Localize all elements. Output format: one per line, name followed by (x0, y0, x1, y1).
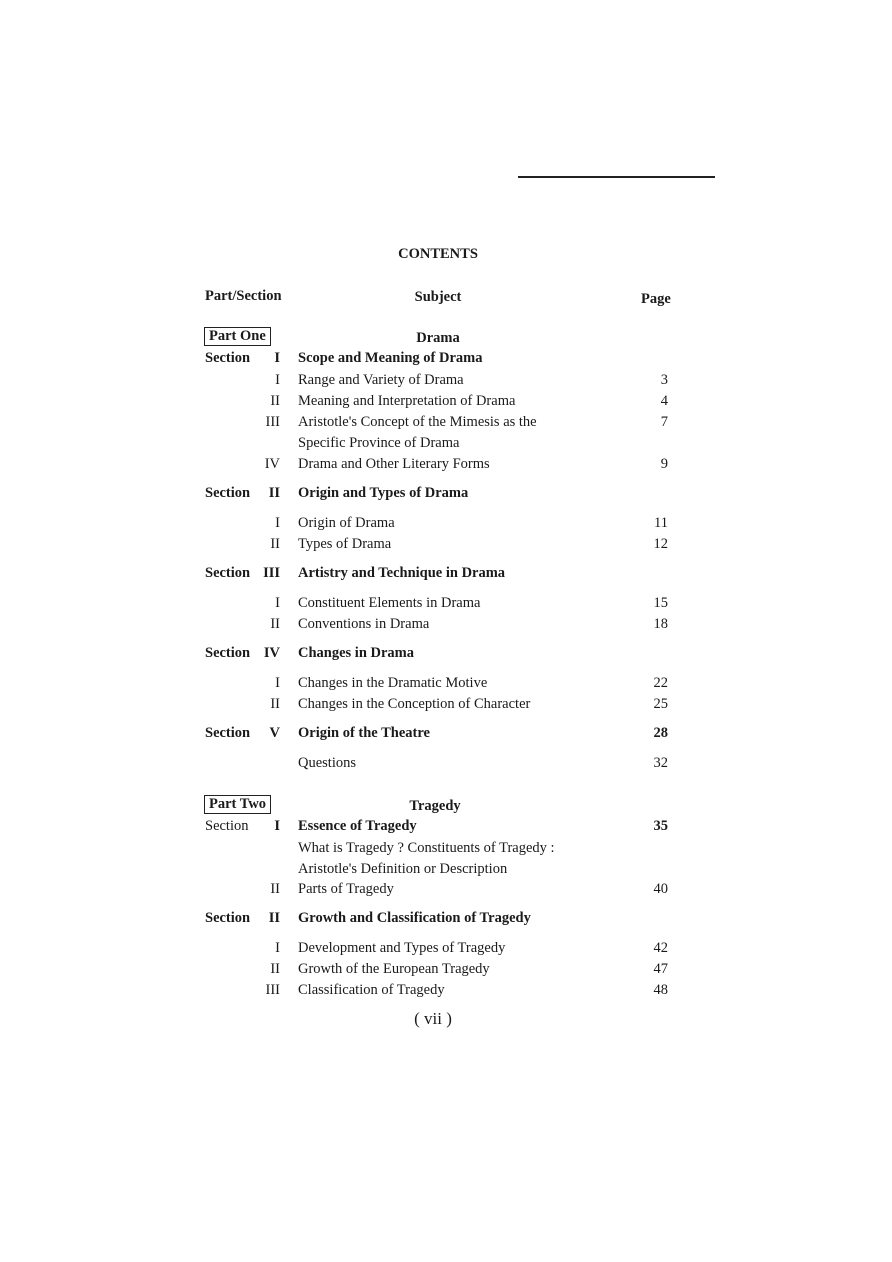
section-number: I (275, 595, 280, 611)
section-number: I (275, 940, 280, 956)
entry-page-number: 11 (654, 515, 668, 531)
entry-page-number: 40 (653, 881, 668, 897)
section-number: III (265, 982, 280, 998)
entry-subject: Origin and Types of Drama (298, 485, 469, 501)
entry-page-number: 18 (653, 616, 668, 632)
entry-page-number: 25 (653, 696, 668, 712)
section-number: III (265, 414, 280, 430)
entry-subject: Artistry and Technique in Drama (298, 565, 506, 581)
entry-subject: Aristotle's Concept of the Mimesis as the (298, 414, 537, 430)
section-number: II (270, 696, 280, 712)
part-two-title: Tragedy (409, 798, 461, 814)
entry-page-number: 47 (653, 961, 668, 977)
section-number: II (270, 881, 280, 897)
entry-subject: Changes in the Conception of Character (298, 696, 531, 712)
entry-subject: Growth of the European Tragedy (298, 961, 490, 977)
section-number: II (270, 961, 280, 977)
entry-subject: Classification of Tragedy (298, 982, 445, 998)
section-number: III (263, 565, 280, 581)
section-label: Section (205, 725, 251, 741)
section-number: II (268, 485, 280, 501)
section-label: Section (205, 350, 251, 366)
page-title: CONTENTS (398, 246, 478, 262)
section-label: Section (205, 818, 249, 834)
entry-subject: Aristotle's Definition or Description (298, 861, 508, 877)
section-number: I (274, 350, 280, 366)
header-subject: Subject (414, 289, 462, 305)
part-one-title: Drama (416, 330, 460, 346)
entry-page-number: 28 (653, 725, 668, 741)
header-page: Page (641, 291, 671, 307)
entry-page-number: 35 (653, 818, 668, 834)
entry-subject: Scope and Meaning of Drama (298, 350, 483, 366)
section-number: II (270, 616, 280, 632)
entry-page-number: 9 (660, 456, 668, 472)
entry-subject: Origin of the Theatre (298, 725, 430, 741)
entry-page-number: 32 (653, 755, 668, 771)
entry-subject: Meaning and Interpretation of Drama (298, 393, 516, 409)
entry-page-number: 22 (653, 675, 668, 691)
entry-subject: Range and Variety of Drama (298, 372, 464, 388)
entry-subject: Drama and Other Literary Forms (298, 456, 490, 472)
entry-page-number: 3 (660, 372, 668, 388)
entry-subject: Constituent Elements in Drama (298, 595, 481, 611)
section-number: II (270, 536, 280, 552)
entry-subject: Essence of Tragedy (298, 818, 417, 834)
entry-page-number: 7 (660, 414, 668, 430)
entry-subject: Conventions in Drama (298, 616, 430, 632)
entry-subject: Types of Drama (298, 536, 392, 552)
section-number: IV (263, 645, 280, 661)
section-number: I (275, 515, 280, 531)
section-label: Section (205, 910, 251, 926)
section-number: V (269, 725, 280, 741)
section-number: I (274, 818, 280, 834)
section-label: Section (205, 645, 251, 661)
entry-subject: Parts of Tragedy (298, 881, 394, 897)
part-one-label: Part One (204, 327, 271, 346)
entry-subject: Development and Types of Tragedy (298, 940, 506, 956)
entry-page-number: 4 (660, 393, 668, 409)
entry-page-number: 15 (653, 595, 668, 611)
entry-page-number: 12 (653, 536, 668, 552)
header-part-section: Part/Section (205, 288, 282, 304)
entry-subject: Origin of Drama (298, 515, 395, 531)
entry-subject: Growth and Classification of Tragedy (298, 910, 531, 926)
section-number: IV (264, 456, 280, 472)
entry-subject: What is Tragedy ? Constituents of Tragedy : (298, 840, 555, 856)
entry-subject: Questions (298, 755, 356, 771)
part-two-label: Part Two (204, 795, 271, 814)
section-label: Section (205, 485, 251, 501)
section-number: II (268, 910, 280, 926)
section-number: II (270, 393, 280, 409)
entry-page-number: 42 (653, 940, 668, 956)
section-number: I (275, 675, 280, 691)
entry-page-number: 48 (653, 982, 668, 998)
entry-subject: Changes in the Dramatic Motive (298, 675, 488, 691)
page-folio: ( vii ) (414, 1009, 452, 1028)
entry-subject: Changes in Drama (298, 645, 415, 661)
section-number: I (275, 372, 280, 388)
top-rule (518, 176, 715, 178)
entry-subject: Specific Province of Drama (298, 435, 460, 451)
section-label: Section (205, 565, 251, 581)
